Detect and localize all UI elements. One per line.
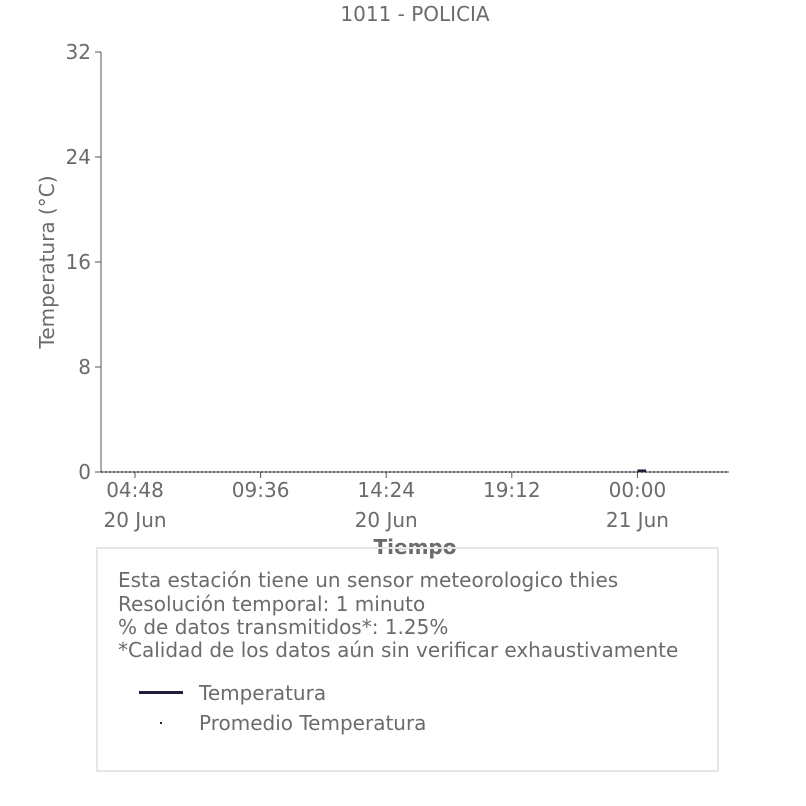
y-tick-label: 0 — [78, 460, 91, 484]
legend-dot-swatch — [160, 722, 162, 724]
legend-label-promedio: Promedio Temperatura — [199, 711, 427, 735]
y-axis-label: Temperatura (°C) — [35, 175, 59, 349]
legend-entry-temperatura[interactable] — [139, 681, 539, 703]
legend-entry-promedio[interactable] — [139, 711, 539, 733]
x-tick-label: 09:36 — [231, 478, 290, 502]
info-sensor-text: Esta estación tiene un sensor meteorologico thies — [118, 568, 619, 592]
info-quality-note: *Calidad de los datos aún sin verificar exhaustivamente — [118, 638, 679, 662]
x-tick-label: 14:24 — [357, 478, 416, 502]
y-tick-label: 32 — [65, 40, 91, 64]
x-tick-label: 00:00 — [608, 478, 667, 502]
x-axis-label: Tiempo — [373, 535, 457, 559]
x-tick-label: 04:48 — [106, 478, 164, 502]
x-tick-date-label: 21 Jun — [605, 508, 669, 532]
x-tick-date-label: 20 Jun — [354, 508, 418, 532]
x-tick-date-label: 20 Jun — [103, 508, 167, 532]
legend-line-swatch — [139, 691, 183, 694]
y-tick-label: 8 — [78, 355, 91, 379]
x-tick-label: 19:12 — [482, 478, 541, 502]
y-tick-label: 24 — [65, 145, 91, 169]
chart-title: 1011 - POLICIA — [340, 2, 490, 26]
legend-label-temperatura: Temperatura — [199, 681, 327, 705]
y-tick-label: 16 — [65, 250, 91, 274]
info-transmitted-text: % de datos transmitidos*: 1.25% — [118, 615, 449, 639]
info-resolution-text: Resolución temporal: 1 minuto — [118, 592, 426, 616]
info-legend-box — [96, 547, 719, 772]
